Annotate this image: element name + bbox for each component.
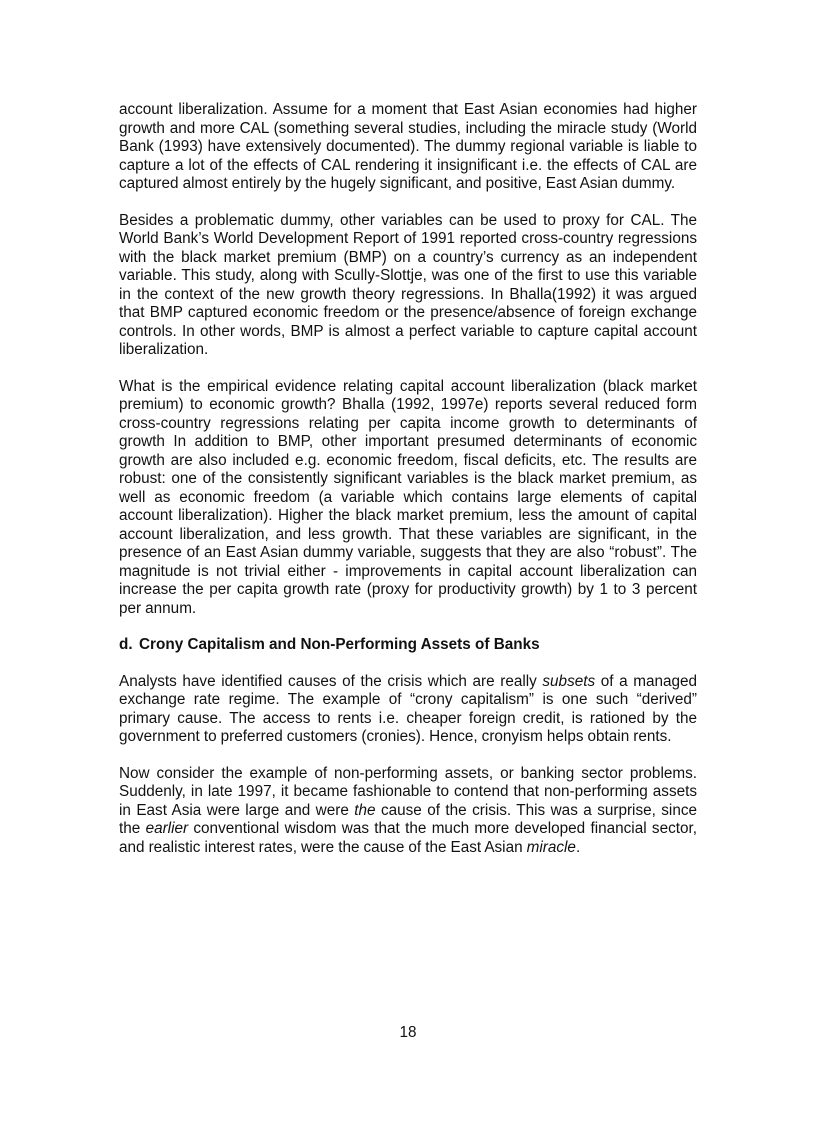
text-run: of a managed exchange rate regime. The example of “crony capitalism” is one such “derived” primary cause. The access to rents i.e. cheaper foreign credit, is rationed by the government to preferred customers (cronies). Hence, cronyism helps obtain rents.	[119, 672, 698, 745]
text-run: Now consider the example of non-performing assets, or banking sector problems. Suddenly, in late 1997, it became fashionable to contend that non-performing assets in East Asia were large and were	[119, 764, 697, 819]
section-number: d.	[119, 636, 133, 653]
italic-run: miracle	[526, 838, 576, 856]
section-title: Crony Capitalism and Non-Performing Assets of Banks	[139, 636, 540, 653]
text-run: cause of the crisis. This was a surprise, since the	[119, 801, 697, 837]
text-run: .	[575, 838, 581, 856]
document-page	[119, 101, 697, 875]
paragraph-bmp-proxy: Besides a problematic dummy, other variables can be used to proxy for CAL. The World Bank’s World Development Report of 1991 reported cross-country regressions with the black market premium (BMP) on a country’s currency as an independent variable. This study, along with Scully-Slottje, was one of the first to use this variable in the context of the new growth theory regressions. In Bhalla(1992) it was argued that BMP captured economic freedom or the presence/absence of foreign exchange controls. In other words, BMP is almost a perfect variable to capture capital account liberalization.	[119, 211, 697, 358]
text-run: Analysts have identified causes of the crisis which are really	[119, 672, 543, 690]
paragraph-empirical-evidence: What is the empirical evidence relating capital account liberalization (black market premium) to economic growth? Bhalla (1992, 1997e) reports several reduced form cross-country regressions relating per capita income growth to determinants of growth In addition to BMP, other important presumed determinants of economic growth are also included e.g. economic freedom, fiscal deficits, etc. The results are robust: one of the consistently significant variables is the black market premium, as well as economic freedom (a variable which contains large elements of capital account liberalization). Higher the black market premium, less the amount of capital account liberalization, and less growth. That these variables are significant, in the presence of an East Asian dummy variable, suggests that they are also “robust”. The magnitude is not trivial either - improvements in capital account liberalization can increase the per capita growth rate (proxy for productivity growth) by 1 to 3 percent per annum.	[119, 377, 697, 617]
paragraph-non-performing-assets	[119, 765, 697, 858]
page-number: 18	[399, 1024, 417, 1041]
paragraph-crony-capitalism	[119, 673, 697, 747]
italic-run: the	[354, 801, 376, 819]
text-run: conventional wisdom was that the much more developed financial sector, and realistic interest rates, were the cause of the East Asian	[119, 820, 697, 856]
paragraph-cal-dummy: account liberalization. Assume for a moment that East Asian economies had higher growth and more CAL (something several studies, including the miracle study (World Bank (1993) have extensively documented). The dummy regional variable is liable to capture a lot of the effects of CAL rendering it insignificant i.e. the effects of CAL are captured almost entirely by the hugely significant, and positive, East Asian dummy.	[119, 101, 697, 192]
italic-run: subsets	[542, 672, 596, 690]
section-heading	[119, 636, 697, 655]
italic-run: earlier	[145, 820, 189, 837]
